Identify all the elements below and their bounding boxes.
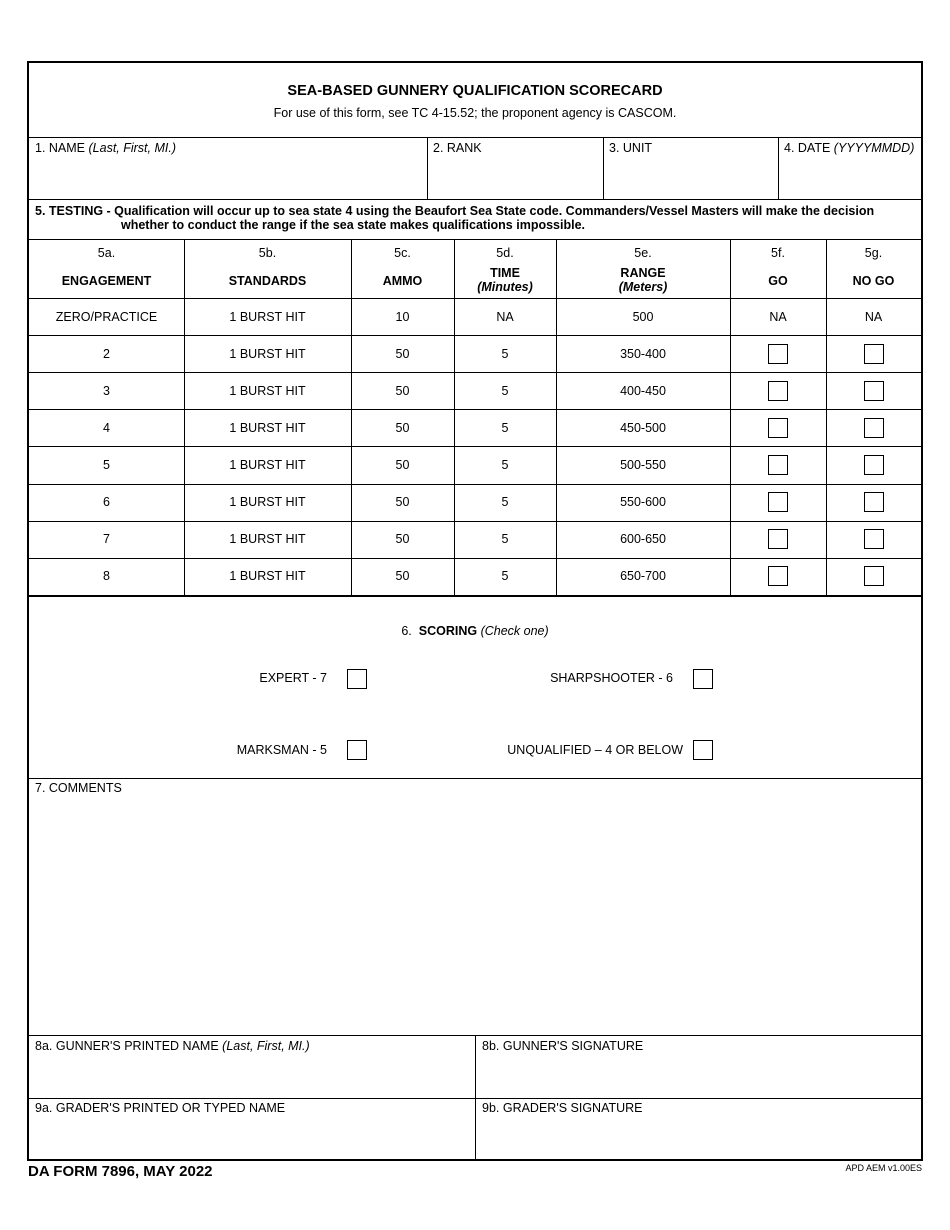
rank-label: 2. RANK (433, 141, 482, 155)
testing-line-1: 5. TESTING - Qualification will occur up to sea state 4 using the Beaufort Sea State code. Commanders/Vessel Masters will make the decision (35, 204, 875, 218)
form-id: DA FORM 7896, MAY 2022 (28, 1163, 213, 1180)
divider (29, 1098, 921, 1099)
table-cell-time: 5 (501, 532, 509, 547)
date-hint: (YYYYMMDD) (833, 141, 915, 155)
grader-name-label: 9a. GRADER'S PRINTED OR TYPED NAME (35, 1101, 286, 1115)
go-checkbox[interactable] (768, 566, 788, 586)
form-frame (27, 61, 923, 1161)
divider (475, 1035, 476, 1159)
column-number: 5c. (394, 246, 411, 260)
table-divider (730, 239, 731, 595)
no-go-checkbox[interactable] (864, 455, 884, 475)
table-cell-engagement: 5 (103, 457, 110, 472)
table-cell-range: 500-550 (620, 457, 666, 472)
marksman-checkbox[interactable] (347, 740, 367, 760)
divider (29, 199, 921, 200)
sharpshooter-checkbox[interactable] (693, 669, 713, 689)
column-header: GO (768, 274, 788, 288)
gunner-signature-label: 8b. GUNNER'S SIGNATURE (482, 1039, 644, 1053)
date-label: 4. DATE (784, 141, 831, 155)
go-checkbox[interactable] (768, 529, 788, 549)
go-checkbox[interactable] (768, 381, 788, 401)
table-cell-standards: 1 BURST HIT (229, 309, 306, 324)
gunner-signature-field[interactable] (482, 1039, 643, 1053)
grader-signature-label: 9b. GRADER'S SIGNATURE (482, 1101, 643, 1115)
gunner-name-field[interactable] (35, 1039, 310, 1053)
divider (29, 595, 921, 597)
no-go-checkbox[interactable] (864, 344, 884, 364)
table-cell-standards: 1 BURST HIT (229, 532, 306, 547)
column-number: 5g. (864, 246, 883, 260)
no-go-checkbox[interactable] (864, 492, 884, 512)
testing-line-2: whether to conduct the range if the sea state makes qualifications impossible. (121, 218, 586, 232)
form-title: SEA-BASED GUNNERY QUALIFICATION SCORECARD (287, 83, 663, 99)
table-cell-ammo: 50 (395, 532, 410, 547)
table-cell-engagement: 6 (103, 495, 110, 510)
grader-signature-field[interactable] (482, 1101, 643, 1115)
go-checkbox[interactable] (768, 344, 788, 364)
column-header: ENGAGEMENT (61, 274, 152, 288)
column-number: 5e. (634, 246, 652, 260)
divider (427, 137, 428, 199)
table-cell-range: 500 (632, 309, 654, 324)
go-checkbox[interactable] (768, 418, 788, 438)
table-cell-standards: 1 BURST HIT (229, 383, 306, 398)
form-version: APD AEM v1.00ES (845, 1163, 922, 1173)
table-cell-range: 550-600 (620, 495, 666, 510)
expert-checkbox[interactable] (347, 669, 367, 689)
marksman-label: MARKSMAN - 5 (236, 743, 327, 757)
column-header: TIME (490, 266, 520, 280)
unit-field[interactable] (609, 141, 652, 155)
table-cell-ammo: 50 (395, 346, 410, 361)
table-cell-engagement: 3 (103, 383, 110, 398)
table-cell-standards: 1 BURST HIT (229, 495, 306, 510)
column-number: 5a. (97, 246, 116, 260)
name-hint: (Last, First, MI.) (88, 141, 176, 155)
table-cell-range: 650-700 (620, 569, 666, 584)
table-cell-time: 5 (501, 346, 509, 361)
gunner-name-hint: (Last, First, MI.) (222, 1039, 310, 1053)
divider (29, 778, 921, 779)
column-header: STANDARDS (228, 274, 307, 288)
scoring-heading (29, 624, 921, 638)
grader-name-field[interactable] (35, 1101, 285, 1115)
scoring-label: SCORING (418, 624, 478, 638)
table-cell-ammo: 50 (395, 457, 410, 472)
table-cell-ammo: 10 (395, 309, 410, 324)
table-cell-range: 400-450 (620, 383, 666, 398)
unqualified-checkbox[interactable] (693, 740, 713, 760)
name-label: 1. NAME (35, 141, 86, 155)
table-cell-ammo: 50 (395, 420, 410, 435)
table-cell-go: NA (769, 309, 787, 324)
column-header: RANGE (620, 266, 666, 280)
go-checkbox[interactable] (768, 455, 788, 475)
form-subtitle: For use of this form, see TC 4-15.52; the proponent agency is CASCOM. (273, 106, 677, 120)
table-cell-time: 5 (501, 569, 509, 584)
table-cell-engagement: 7 (103, 532, 110, 547)
column-subheader: (Minutes) (477, 280, 533, 294)
no-go-checkbox[interactable] (864, 381, 884, 401)
name-field[interactable] (35, 141, 176, 155)
date-field[interactable] (784, 141, 914, 155)
unqualified-label: UNQUALIFIED – 4 OR BELOW (507, 743, 683, 757)
table-cell-ammo: 50 (395, 569, 410, 584)
scoring-hint: (Check one) (480, 624, 549, 638)
table-cell-range: 600-650 (620, 532, 666, 547)
table-cell-engagement: 4 (103, 420, 110, 435)
no-go-checkbox[interactable] (864, 529, 884, 549)
no-go-checkbox[interactable] (864, 566, 884, 586)
gunner-name-label: 8a. GUNNER'S PRINTED NAME (35, 1039, 219, 1053)
column-number: 5b. (258, 246, 277, 260)
table-cell-time: NA (496, 309, 514, 324)
table-cell-time: 5 (501, 495, 509, 510)
table-cell-range: 350-400 (620, 346, 666, 361)
table-cell-nogo: NA (864, 309, 883, 324)
table-cell-standards: 1 BURST HIT (229, 346, 306, 361)
no-go-checkbox[interactable] (864, 418, 884, 438)
scoring-num: 6. (401, 624, 412, 638)
divider (603, 137, 604, 199)
sharpshooter-label: SHARPSHOOTER - 6 (550, 671, 673, 685)
table-divider (826, 239, 827, 595)
comments-area[interactable] (29, 797, 921, 1035)
table-cell-standards: 1 BURST HIT (229, 420, 306, 435)
table-cell-ammo: 50 (395, 383, 410, 398)
divider (29, 137, 921, 138)
table-cell-engagement: 8 (103, 569, 110, 584)
table-cell-standards: 1 BURST HIT (229, 569, 306, 584)
table-cell-engagement: ZERO/PRACTICE (55, 309, 158, 324)
column-header: NO GO (852, 274, 895, 288)
expert-label: EXPERT - 7 (259, 671, 327, 685)
table-cell-engagement: 2 (103, 346, 110, 361)
column-number: 5d. (496, 246, 514, 260)
unit-label: 3. UNIT (609, 141, 653, 155)
column-number: 5f. (771, 246, 785, 260)
table-cell-range: 450-500 (620, 420, 666, 435)
column-subheader: (Meters) (618, 280, 668, 294)
qualification-table (29, 239, 921, 595)
table-cell-ammo: 50 (395, 495, 410, 510)
go-checkbox[interactable] (768, 492, 788, 512)
table-cell-time: 5 (501, 383, 509, 398)
column-header: AMMO (382, 274, 423, 288)
table-cell-time: 5 (501, 457, 509, 472)
table-cell-time: 5 (501, 420, 509, 435)
rank-field[interactable] (433, 141, 482, 155)
table-cell-standards: 1 BURST HIT (229, 457, 306, 472)
comments-label: 7. COMMENTS (35, 781, 122, 795)
divider (778, 137, 779, 199)
